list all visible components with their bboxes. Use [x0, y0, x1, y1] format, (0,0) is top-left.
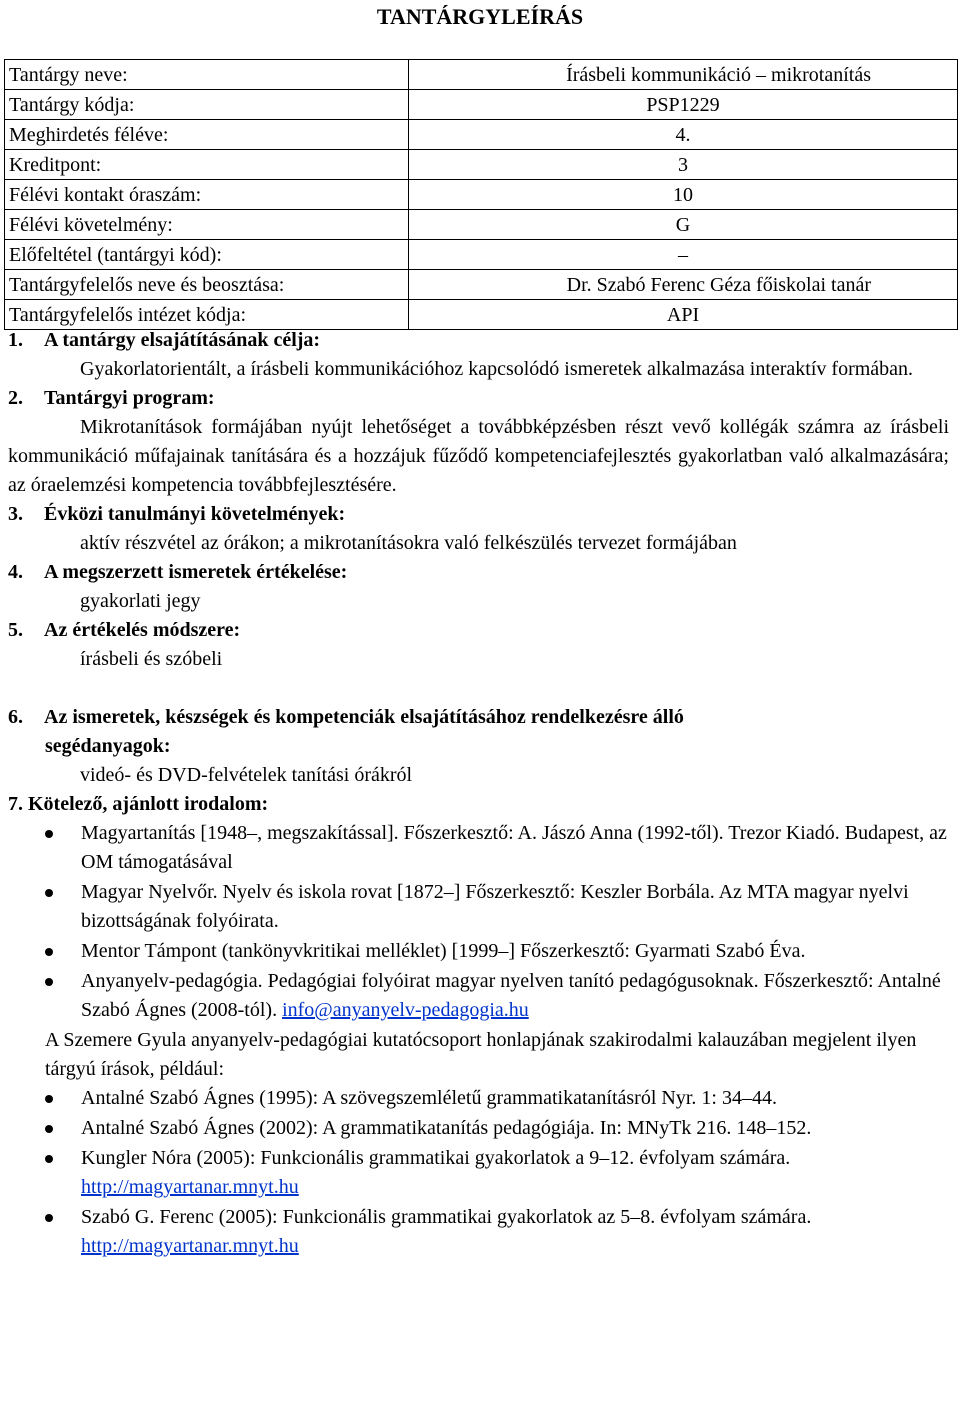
info-label: Tantárgy kódja:: [5, 90, 409, 120]
info-value: 3: [409, 150, 958, 180]
table-row: [5, 210, 958, 240]
list-item: [8, 967, 949, 1025]
info-label: Félévi követelmény:: [5, 210, 409, 240]
list-item-text: Mentor Támpont (tankönyvkritikai melléklet) [1999–] Főszerkesztő: Gyarmati Szabó Éva.: [81, 940, 806, 962]
spacer: [8, 674, 949, 703]
section-number: 2.: [8, 387, 23, 409]
section-4-heading: [8, 558, 949, 587]
bullet-icon: [45, 978, 53, 986]
section-number: 4.: [8, 561, 23, 583]
bullet-icon: [45, 1214, 53, 1222]
info-label: Félévi kontakt óraszám:: [5, 180, 409, 210]
list-item: [8, 1084, 949, 1113]
section-4-text: gyakorlati jegy: [80, 590, 201, 612]
section-5-heading: [8, 616, 949, 645]
course-description: [8, 326, 949, 1262]
bullet-icon: [45, 889, 53, 897]
list-item-text: Antalné Szabó Ágnes (1995): A szövegszemléletű grammatikatanításról Nyr. 1: 34–44.: [81, 1087, 777, 1109]
section-number: 5.: [8, 619, 23, 641]
info-value: API: [409, 300, 958, 330]
section-title: A tantárgy elsajátításának célja:: [44, 329, 321, 351]
literature-list-examples: [8, 1084, 949, 1261]
document-title: TANTÁRGYLEÍRÁS: [376, 4, 584, 29]
section-7-heading: 7. Kötelező, ajánlott irodalom:: [8, 793, 269, 815]
list-item: [8, 1114, 949, 1143]
table-row: [5, 120, 958, 150]
list-item-text: Anyanyelv-pedagógia. Pedagógiai folyóirat magyar nyelven tanító pedagógusoknak. Főszerkesztő: Antalné Szabó Ágnes (2008-tól).: [81, 970, 941, 1021]
section-2-heading: [8, 384, 949, 413]
section-number: 3.: [8, 503, 23, 525]
info-value: 4.: [409, 120, 958, 150]
list-item-text: Szabó G. Ferenc (2005): Funkcionális grammatikai gyakorlatok az 5–8. évfolyam számára.: [81, 1206, 812, 1228]
info-label: Tantárgy neve:: [5, 60, 409, 90]
table-row: [5, 150, 958, 180]
bullet-icon: [45, 830, 53, 838]
list-item: [8, 937, 949, 966]
table-row: [5, 270, 958, 300]
section-5-text: írásbeli és szóbeli: [80, 648, 223, 670]
bullet-icon: [45, 1155, 53, 1163]
table-row: [5, 300, 958, 330]
section-title: A megszerzett ismeretek értékelése:: [44, 561, 348, 583]
section-1-heading: [8, 326, 949, 355]
email-link[interactable]: info@anyanyelv-pedagogia.hu: [282, 999, 529, 1021]
section-6-heading: [8, 703, 949, 732]
web-link[interactable]: http://magyartanar.mnyt.hu: [81, 1235, 299, 1257]
info-value: 10: [409, 180, 958, 210]
section-2-text: Mikrotanítások formájában nyújt lehetőséget a továbbképzésben részt vevő kollégák számra az írásbeli kommunikáció műfajainak tanítására és a hozzájuk fűződő kompetenciafejlesztés gyakorlatban való alkalmazására; az óraelemzési kompetencia továbbfejlesztésére.: [8, 416, 949, 496]
bullet-icon: [45, 1125, 53, 1133]
section-number: 6.: [8, 706, 23, 728]
section-title: Évközi tanulmányi követelmények:: [44, 503, 346, 525]
info-label: Kreditpont:: [5, 150, 409, 180]
table-row: [5, 180, 958, 210]
info-value: –: [409, 240, 958, 270]
info-value: Dr. Szabó Ferenc Géza főiskolai tanár: [409, 270, 958, 300]
info-value: G: [409, 210, 958, 240]
info-value: PSP1229: [409, 90, 958, 120]
literature-list: [8, 819, 949, 1025]
table-row: [5, 240, 958, 270]
course-info-table: [4, 59, 958, 330]
list-item: [8, 878, 949, 936]
section-6-text: videó- és DVD-felvételek tanítási órákról: [80, 764, 413, 786]
section-title: Az ismeretek, készségek és kompetenciák elsajátításához rendelkezésre álló: [44, 706, 684, 728]
info-label: Tantárgyfelelős intézet kódja:: [5, 300, 409, 330]
section-3-text: aktív részvétel az órákon; a mikrotanításokra való felkészülés tervezet formájában: [80, 532, 737, 554]
bullet-icon: [45, 948, 53, 956]
section-1-text: Gyakorlatorientált, a írásbeli kommunikációhoz kapcsolódó ismeretek alkalmazása interaktív formában.: [80, 358, 914, 380]
bullet-icon: [45, 1095, 53, 1103]
section-3-heading: [8, 500, 949, 529]
list-item: [8, 1144, 949, 1202]
info-value: Írásbeli kommunikáció – mikrotanítás: [409, 60, 958, 90]
section-6-heading-cont: segédanyagok:: [45, 735, 171, 757]
section-number: 1.: [8, 329, 23, 351]
section-title: Tantárgyi program:: [44, 387, 215, 409]
list-item: [8, 1203, 949, 1261]
list-item-text: Antalné Szabó Ágnes (2002): A grammatikatanítás pedagógiája. In: MNyTk 216. 148–152.: [81, 1117, 812, 1139]
section-title: Az értékelés módszere:: [44, 619, 241, 641]
list-item-text: Magyartanítás [1948–, megszakítással]. Főszerkesztő: A. Jászó Anna (1992-től). Trezor Kiadó. Budapest, az OM támogatásával: [81, 822, 947, 873]
web-link[interactable]: http://magyartanar.mnyt.hu: [81, 1176, 299, 1198]
literature-intro: A Szemere Gyula anyanyelv-pedagógiai kutatócsoport honlapjának szakirodalmi kalauzában megjelent ilyen tárgyú írások, például:: [45, 1029, 917, 1080]
list-item-text: Magyar Nyelvőr. Nyelv és iskola rovat [1872–] Főszerkesztő: Keszler Borbála. Az MTA magyar nyelvi bizottságának folyóirata.: [81, 881, 909, 932]
info-label: Tantárgyfelelős neve és beosztása:: [5, 270, 409, 300]
table-row: [5, 90, 958, 120]
info-label: Előfeltétel (tantárgyi kód):: [5, 240, 409, 270]
table-row: [5, 60, 958, 90]
list-item-text: Kungler Nóra (2005): Funkcionális grammatikai gyakorlatok a 9–12. évfolyam számára.: [81, 1147, 791, 1169]
list-item: [8, 819, 949, 877]
info-label: Meghirdetés féléve:: [5, 120, 409, 150]
